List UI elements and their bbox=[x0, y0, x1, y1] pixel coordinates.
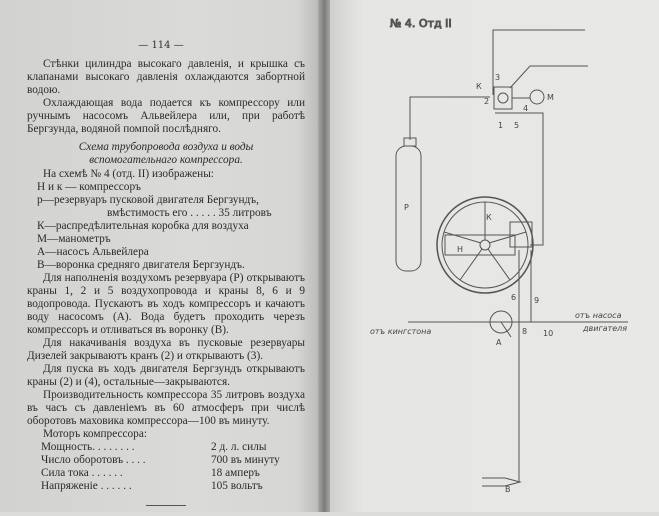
diagram-title: № 4. Отд II bbox=[390, 17, 452, 30]
manometer bbox=[530, 90, 544, 104]
label-10: 10 bbox=[543, 329, 554, 338]
section-caption: Схема трубопровода воздуха и воды вспомогательнаго компрессора. bbox=[78, 141, 254, 166]
label-b: В bbox=[505, 485, 511, 494]
label-engine: двигателя bbox=[583, 324, 628, 333]
label-9: 9 bbox=[534, 296, 540, 305]
reservoir-pipe bbox=[410, 97, 490, 140]
compressor-pipe bbox=[495, 113, 543, 245]
funnel bbox=[482, 478, 520, 486]
legend-item: А—насосъ Альвейлера bbox=[37, 246, 149, 258]
spec-name: Мощность. . . . . . . . bbox=[41, 441, 135, 453]
label-h: Н bbox=[457, 245, 464, 254]
label-k: К bbox=[476, 82, 482, 91]
spec-row bbox=[27, 480, 305, 493]
air-pipe-second bbox=[510, 66, 588, 88]
spec-name: Число оборотовъ . . . . bbox=[41, 454, 146, 466]
label-8: 8 bbox=[522, 327, 528, 336]
legend-item: вмѣстимость его . . . . . 35 литровъ bbox=[107, 207, 272, 219]
legend-list bbox=[27, 181, 305, 272]
spec-row bbox=[27, 467, 305, 480]
spec-value: 2 д. л. силы bbox=[211, 441, 267, 453]
label-from-pump: отъ насоса bbox=[575, 311, 622, 320]
spec-row bbox=[27, 454, 305, 467]
piping-diagram bbox=[330, 0, 659, 512]
label-m: М bbox=[547, 93, 554, 102]
label-compressor-k: К bbox=[486, 213, 492, 222]
label-5: 5 bbox=[514, 121, 520, 130]
label-p: Р bbox=[404, 203, 409, 212]
left-page bbox=[0, 0, 322, 512]
legend-item: р—резервуаръ пусковой двигателя Бергзундъ, bbox=[37, 194, 259, 206]
paragraph: Производительность компрессора 35 литровъ воздуха въ часъ съ давленіемъ въ 60 атмосферъ при числѣ оборотовъ маховика компрессора—100 въ минуту. bbox=[27, 389, 305, 427]
motor-title: Моторъ компрессора: bbox=[43, 428, 147, 440]
legend-item: М—манометръ bbox=[37, 233, 111, 245]
label-a: А bbox=[496, 338, 502, 347]
label-from-kingston: отъ кингстона bbox=[370, 327, 432, 336]
spec-row bbox=[27, 441, 305, 454]
right-page bbox=[330, 0, 659, 512]
label-3: 3 bbox=[495, 73, 501, 82]
spec-value: 105 вольтъ bbox=[211, 480, 263, 492]
page-text bbox=[27, 58, 305, 506]
air-pipe-top bbox=[493, 30, 585, 95]
paragraph: Стѣнки цилиндра высокаго давленія, и крышка съ клапанами высокаго давленія охлаждаются забортной водою. bbox=[27, 58, 305, 96]
spec-value: 18 амперъ bbox=[211, 467, 260, 479]
flywheel-hub bbox=[480, 240, 490, 250]
paragraph: Для пуска въ ходъ двигателя Бергзундъ открываютъ краны (2) и (4), остальные—закрываются. bbox=[27, 363, 305, 388]
spec-value: 700 въ минуту bbox=[211, 454, 280, 466]
page-number: — 114 — bbox=[138, 40, 184, 51]
legend-item: К—распредѣлительная коробка для воздуха bbox=[37, 220, 249, 232]
paragraph: Охлаждающая вода подается къ компрессору или ручнымъ насосомъ Альвейлера или, при работѣ Бергзунда, водяной помпой послѣдняго. bbox=[27, 97, 305, 135]
spec-name: Напряженіе . . . . . . bbox=[41, 480, 132, 492]
legend-item: В—воронка средняго двигателя Бергзундъ. bbox=[37, 259, 245, 271]
label-6: 6 bbox=[511, 293, 517, 302]
distribution-valve bbox=[498, 93, 508, 103]
label-4: 4 bbox=[523, 104, 529, 113]
label-2: 2 bbox=[484, 97, 490, 106]
paragraph: Для накачиванія воздуха въ пусковые резервуары Дизелей закрываютъ кранъ (2) и открываютъ (3). bbox=[27, 337, 305, 362]
distribution-box bbox=[494, 87, 512, 109]
legend-item: Н и к — компрессоръ bbox=[37, 181, 141, 193]
paragraph: Для наполненія воздухомъ резервуара (Р) открываютъ краны 1, 2 и 5 воздухопровода и краны 8, 6 и 9 водопровода. Пускаютъ въ ходъ компрессоръ и качаютъ воду насосомъ (А). Вода будетъ проходить черезъ компрессоръ и отливаться въ воронку (В). bbox=[27, 272, 305, 336]
label-1: 1 bbox=[498, 121, 504, 130]
end-rule bbox=[146, 505, 186, 506]
spec-name: Сила тока . . . . . . bbox=[41, 467, 123, 479]
flywheel-spokes bbox=[444, 202, 526, 280]
legend-intro: На схемѣ № 4 (отд. II) изображены: bbox=[43, 168, 214, 180]
